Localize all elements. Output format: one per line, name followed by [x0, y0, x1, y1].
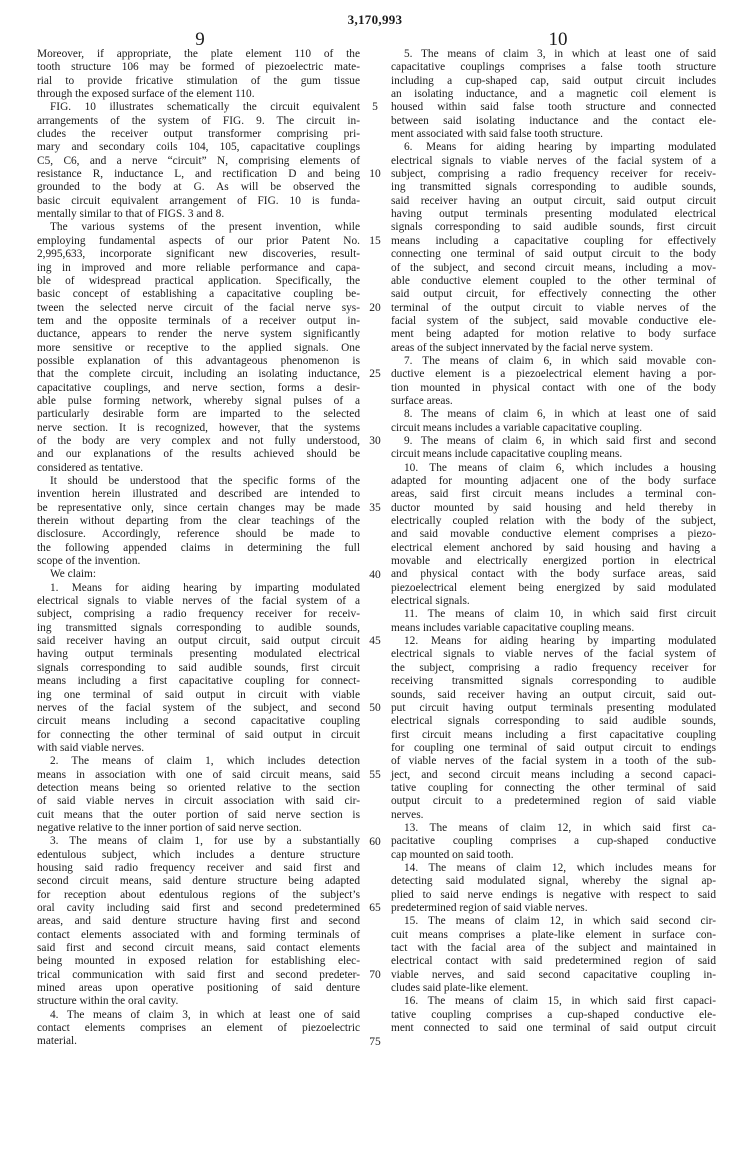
text-line: able conductive element coupled to the other terminal of — [391, 274, 716, 287]
text-line: terminal of the output circuit to viable nerves of the — [391, 301, 716, 314]
text-line: contact elements comprises an element of piezoelectric — [37, 1022, 360, 1035]
text-line: subject, comprising a radio frequency receiver for receiv- — [391, 168, 716, 181]
text-line: disclosure. Accordingly, reference should be made to — [37, 528, 360, 541]
text-line: means including a first capacitative coupling for connect- — [37, 675, 360, 688]
text-line: ing transmitted signals corresponding to audible sounds, — [37, 621, 360, 634]
text-line: of viable nerves of the facial system in a tooth of the sub- — [391, 755, 716, 768]
line-number: 20 — [369, 301, 381, 314]
text-line: housed within said false tooth structure and connected — [391, 101, 716, 114]
text-line: pacitative coupling comprises a cup-shaped conductive — [391, 835, 716, 848]
text-line: between said isolating inductance and the contact ele- — [391, 114, 716, 127]
text-line: electrical element anchored by said housing and having a — [391, 541, 716, 554]
text-line: with said viable nerves. — [37, 741, 145, 754]
text-line: means in association with one of said circuit means, said — [37, 768, 360, 781]
text-line: for connecting the other terminal of said output in circuit — [37, 728, 360, 741]
text-line: tact with the facial area of the subject and maintained in — [391, 942, 716, 955]
text-line: said first and second circuit means, said contact elements — [37, 942, 360, 955]
text-line: having output terminals presenting modulated electrical — [37, 648, 360, 661]
text-line: nerve section. It is recognized, however, that the systems — [37, 421, 360, 434]
text-line: 5. The means of claim 3, in which at least one of said — [404, 48, 716, 60]
text-line: 1. Means for aiding hearing by imparting modulated — [50, 581, 360, 594]
text-line: through the exposed surface of the element 110. — [37, 88, 255, 101]
text-line: ductive element is a piezoelectrical element having a por- — [391, 368, 716, 381]
text-line: 11. The means of claim 10, in which said first circuit — [404, 608, 716, 621]
text-line: adapted for mounting adjacent one of the body surface — [391, 475, 716, 487]
text-line: areas, said first circuit means includes a terminal con- — [391, 488, 716, 501]
text-line: 4. The means of claim 3, in which at least one of said — [50, 1008, 360, 1021]
text-line: tion mounted in physical contact with one of the body — [391, 381, 716, 394]
text-line: that the complete circuit, including an isolating inductance, — [37, 368, 360, 381]
text-line: possible explanation of this advantageous phenomenon is — [37, 354, 360, 367]
text-line: second circuit means, said denture structure being adapted — [37, 875, 360, 888]
line-number: 10 — [369, 168, 381, 181]
text-line: more sensitive or receptive to the applied signals. One — [37, 341, 360, 354]
text-line: having output terminals presenting modulated electrical — [391, 208, 716, 221]
text-line: cuit means comprises a plate-like element in surface con- — [391, 928, 716, 941]
text-line: and physical contact with the body surface areas, said — [391, 568, 716, 581]
text-line: C5, C6, and a nerve “circuit” N, comprising elements of — [37, 154, 360, 167]
text-line: tooth structure 106 may be formed of piezoelectric mate- — [37, 61, 360, 74]
text-line: the following appended claims in determining the full — [37, 541, 360, 554]
text-line: being mounted in exposed relation for establishing elec- — [37, 955, 360, 968]
text-line: electrically coupled relation with the body of the subject, — [391, 515, 716, 528]
text-line: ing one terminal of said output in circuit with viable — [37, 688, 360, 701]
text-line: areas, and said denture structure having first and second — [37, 915, 360, 928]
text-line: ment being adapted for motion relative to body surface — [391, 328, 716, 341]
text-line: tative coupling for connecting the other terminal of said — [391, 781, 716, 794]
line-number: 25 — [369, 368, 381, 381]
text-line: of the body are very complex and not fully understood, — [37, 434, 360, 447]
text-line: 9. The means of claim 6, in which said first and second — [404, 434, 716, 447]
text-line: material. — [37, 1035, 77, 1048]
line-number: 65 — [369, 902, 381, 915]
text-line: ing in improved and more reliable performance and capa- — [37, 261, 360, 274]
text-line: 12. Means for aiding hearing by imparting modulated — [404, 635, 716, 648]
text-line: cludes the receiver output transformer comprising pri- — [37, 128, 360, 141]
line-number: 5 — [372, 101, 378, 114]
text-line: piezoelectrical element being energized by said modulated — [391, 581, 716, 594]
text-line: signals corresponding to said audible sounds, first circuit — [391, 221, 716, 234]
patent-number: 3,170,993 — [347, 12, 403, 27]
text-line: of said viable nerves in circuit association with said cir- — [37, 795, 360, 808]
text-line: 7. The means of claim 6, in which said movable con- — [404, 354, 716, 367]
text-line: electrical signals to viable nerves of the facial system of a — [37, 595, 360, 608]
text-line: electrical signals to viable nerves of the facial system of — [391, 648, 716, 661]
text-line: circuit means include capacitative coupling means. — [391, 448, 623, 461]
text-line: It should be understood that the specific forms of the — [50, 475, 360, 487]
left-text-column — [37, 48, 360, 1049]
text-line: electrical signals corresponding to said audible sounds, — [391, 715, 716, 728]
text-line: viable nerves, and said second capacitative coupling in- — [391, 968, 716, 981]
text-line: 10. The means of claim 6, which includes a housing — [404, 461, 716, 474]
text-line: output circuit to a predetermined region of said viable — [391, 795, 716, 808]
text-line: and our explanations of the results achieved should be — [37, 448, 360, 461]
text-line: said output circuit, for effectively connecting the other — [391, 288, 716, 301]
text-line: the subject, comprising a radio frequency receiver for — [391, 661, 716, 674]
text-line: capacitative couplings comprises a false tooth structure — [391, 61, 716, 74]
text-line: electrical signals. — [391, 595, 470, 608]
line-number: 30 — [369, 435, 381, 448]
text-line: mary and secondary coils 104, 105, capacitative couplings — [37, 141, 360, 154]
text-line: scope of the invention. — [37, 555, 141, 568]
text-line: ject, and second circuit means including a second capaci- — [391, 768, 716, 781]
line-number: 55 — [369, 768, 381, 781]
text-line: said receiver having an output circuit, said output circuit — [37, 635, 360, 648]
text-line: edentulous subject, which includes a denture structure — [37, 848, 360, 861]
text-line: basic circuit equivalent arrangement of FIG. 10 is funda- — [37, 194, 360, 207]
line-number: 60 — [369, 835, 381, 848]
text-line: employing fundamental aspects of our prior Patent No. — [37, 234, 360, 247]
text-line: Moreover, if appropriate, the plate element 110 of the — [37, 48, 360, 60]
line-number: 45 — [369, 635, 381, 648]
text-line: detection means being so oriented relative to the section — [37, 781, 360, 794]
text-line: ductor mounted by said housing and held thereby in — [391, 501, 716, 514]
text-line: The various systems of the present invention, while — [50, 221, 360, 234]
text-line: 3. The means of claim 1, for use by a substantially — [50, 835, 360, 848]
text-line: invention herein illustrated and described are intended to — [37, 488, 360, 501]
column-number-left: 9 — [195, 29, 205, 50]
text-line: therein without departing from the clear teachings of the — [37, 515, 360, 528]
text-line: contact elements associated with and forming terminals of — [37, 928, 360, 941]
text-line: electrical contact with said predetermined region of said — [391, 955, 716, 968]
text-line: 16. The means of claim 15, in which said first capaci- — [404, 995, 716, 1008]
text-line: nerves. — [391, 808, 424, 821]
text-line: connecting one terminal of said output circuit to the body — [391, 248, 716, 261]
text-line: facial system of the subject, said movable conductive ele- — [391, 314, 716, 327]
text-line: signals corresponding to said audible sounds, first circuit — [37, 661, 360, 674]
text-line: grounded to the body at G. As will be observed the — [37, 181, 360, 194]
text-line: cludes said plate-like element. — [391, 982, 529, 995]
text-line: 15. The means of claim 12, in which said second cir- — [404, 915, 716, 928]
text-line: particularly desirable form are imparted to the selected — [37, 408, 360, 421]
text-line: cap mounted on said tooth. — [391, 848, 514, 861]
text-line: subject, comprising a radio frequency receiver for receiv- — [37, 608, 360, 621]
line-number: 50 — [369, 702, 381, 715]
line-number: 40 — [369, 568, 381, 581]
text-line: for reception about edentulous regions of the subject’s — [37, 888, 360, 901]
text-line: trical communication with said first and second predeter- — [37, 968, 360, 981]
line-number: 70 — [369, 969, 381, 982]
text-line: surface areas. — [391, 394, 453, 407]
text-line: resistance R, inductance L, and rectification D and being — [37, 168, 360, 181]
text-line: sounds, said receiver having an output circuit, said out- — [391, 688, 716, 701]
text-line: tem and the opposite terminals of a receiver output in- — [37, 314, 360, 327]
text-line: movable and electrically energized portion in electrical — [391, 555, 716, 568]
text-line: arrangements of the system of FIG. 9. The circuit in- — [37, 114, 360, 127]
text-line: considered as tentative. — [37, 461, 144, 474]
text-line: an isolating inductance, and a magnetic coil element is — [391, 88, 716, 101]
text-line: circuit means including a second capacitative coupling — [37, 715, 360, 728]
text-line: circuit means includes a variable capacitative coupling. — [391, 421, 643, 434]
right-text-column — [391, 48, 716, 1035]
text-line: structure within the oral cavity. — [37, 995, 179, 1008]
text-line: mentally similar to that of FIGS. 3 and 8. — [37, 208, 225, 221]
text-line: means includes variable capacitative coupling means. — [391, 621, 635, 634]
text-line: nerves of the facial system of the subject, and second — [37, 701, 360, 714]
text-line: rial to provide fricative stimulation of the gum tissue — [37, 74, 360, 87]
text-line: ment associated with said false tooth structure. — [391, 128, 604, 141]
text-line: put circuit having output terminals presenting modulated — [391, 701, 716, 714]
text-line: first circuit means including a first capacitative coupling — [391, 728, 716, 741]
text-line: FIG. 10 illustrates schematically the circuit equivalent — [50, 101, 360, 114]
text-line: We claim: — [50, 568, 97, 581]
line-number: 75 — [369, 1035, 381, 1048]
text-line: electrical signals to viable nerves of the facial system of a — [391, 154, 716, 167]
text-line: 8. The means of claim 6, in which at least one of said — [404, 408, 716, 421]
text-line: ble of widespread practical application. Specifically, the — [37, 274, 360, 287]
text-line: predetermined region of said viable nerves. — [391, 902, 588, 914]
text-line: receiving transmitted signals corresponding to audible — [391, 675, 716, 688]
text-line: plied to said nerve endings is negative with respect to said — [391, 888, 716, 901]
text-line: tative coupling comprises a cup-shaped conductive ele- — [391, 1008, 716, 1021]
text-line: 6. Means for aiding hearing by imparting modulated — [404, 141, 716, 154]
text-line: means including a capacitative coupling for effectively — [391, 234, 716, 247]
text-line: 13. The means of claim 12, in which said first ca- — [404, 821, 716, 834]
text-line: 2,995,633, incorporate significant new discoveries, result- — [37, 248, 360, 261]
text-line: be representative only, since certain changes may be made — [37, 501, 360, 514]
text-line: and said movable conductive element comprises a piezo- — [391, 528, 716, 541]
line-number: 15 — [369, 234, 381, 247]
text-line: 2. The means of claim 1, which includes detection — [50, 755, 360, 768]
text-line: negative relative to the inner portion of said nerve section. — [37, 821, 302, 834]
text-line: areas of the subject innervated by the facial nerve system. — [391, 341, 654, 354]
text-line: said receiver having an output circuit, said output circuit — [391, 194, 716, 207]
text-line: tween the selected nerve circuit of the facial nerve sys- — [37, 301, 360, 314]
text-line: ing transmitted signals corresponding to audible sounds, — [391, 181, 716, 194]
text-line: mined areas upon operative positioning of said denture — [37, 982, 360, 995]
text-line: ductance, appears to render the nerve system significantly — [37, 328, 360, 341]
text-line: detecting said modulated signal, whereby the signal ap- — [391, 875, 716, 888]
text-line: including a cup-shaped cap, said output circuit includes — [391, 74, 716, 87]
text-line: able pulse forming network, whereby signal pulses of a — [37, 394, 360, 407]
text-line: 14. The means of claim 12, which includes means for — [404, 861, 716, 874]
text-line: of the subject, and second circuit means, including a mov- — [391, 261, 716, 274]
text-line: oral cavity including said first and second predetermined — [37, 902, 360, 914]
column-number-right: 10 — [548, 29, 568, 50]
text-line: capacitative couplings, and nerve section, forms a desir- — [37, 381, 360, 394]
text-line: for coupling one terminal of said output circuit to endings — [391, 741, 716, 754]
text-line: housing said radio frequency receiver and said first and — [37, 861, 360, 874]
text-line: cuit means that the outer portion of said nerve section is — [37, 808, 360, 821]
line-number: 35 — [369, 501, 381, 514]
text-line: basic concept of establishing a capacitative coupling be- — [37, 288, 360, 301]
text-line: ment connected to said one terminal of said output circuit — [391, 1022, 716, 1035]
